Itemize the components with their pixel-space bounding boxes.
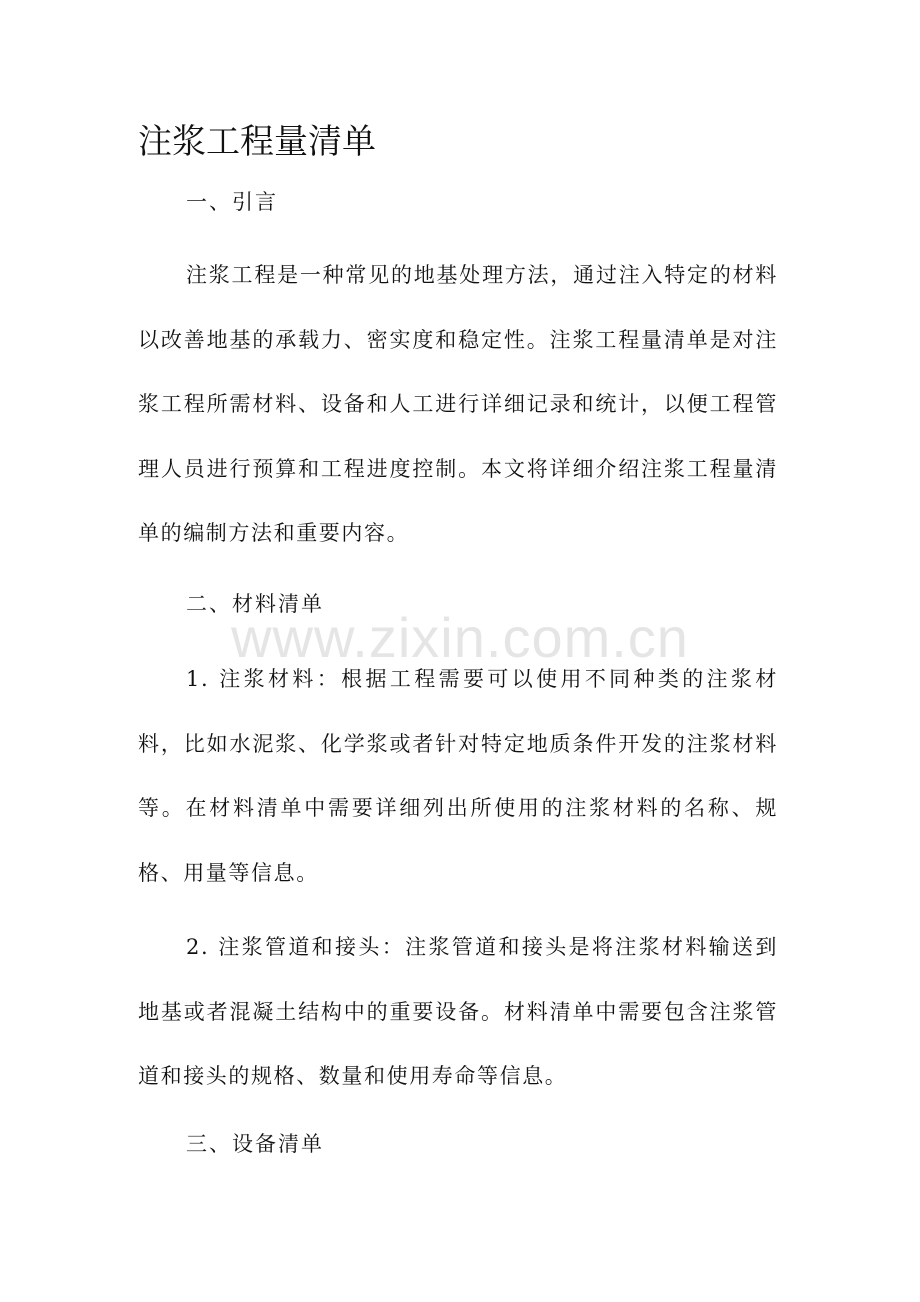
watermark: www.zixin.com.cn — [231, 606, 689, 669]
paragraph-grouting-pipes: 2. 注浆管道和接头：注浆管道和接头是将注浆材料输送到地基或者混凝土结构中的重要设备。材料清单中需要包含注浆管道和接头的规格、数量和使用寿命等信息。 — [138, 935, 778, 1088]
section-heading-equipment: 三、设备清单 — [186, 1132, 324, 1156]
section-heading-introduction: 一、引言 — [186, 190, 278, 214]
paragraph-grouting-materials: 1. 注浆材料：根据工程需要可以使用不同种类的注浆材料，比如水泥浆、化学浆或者针对特定地质条件开发的注浆材料等。在材料清单中需要详细列出所使用的注浆材料的名称、规格、用量等信息。 — [138, 667, 778, 885]
document-title: 注浆工程量清单 — [138, 122, 376, 162]
section-heading-materials: 二、材料清单 — [186, 592, 324, 616]
paragraph-introduction: 注浆工程是一种常见的地基处理方法，通过注入特定的材料以改善地基的承载力、密实度和稳定性。注浆工程量清单是对注浆工程所需材料、设备和人工进行详细记录和统计，以便工程管理人员进行预算和工程进度控制。本文将详细介绍注浆工程量清单的编制方法和重要内容。 — [138, 263, 778, 545]
